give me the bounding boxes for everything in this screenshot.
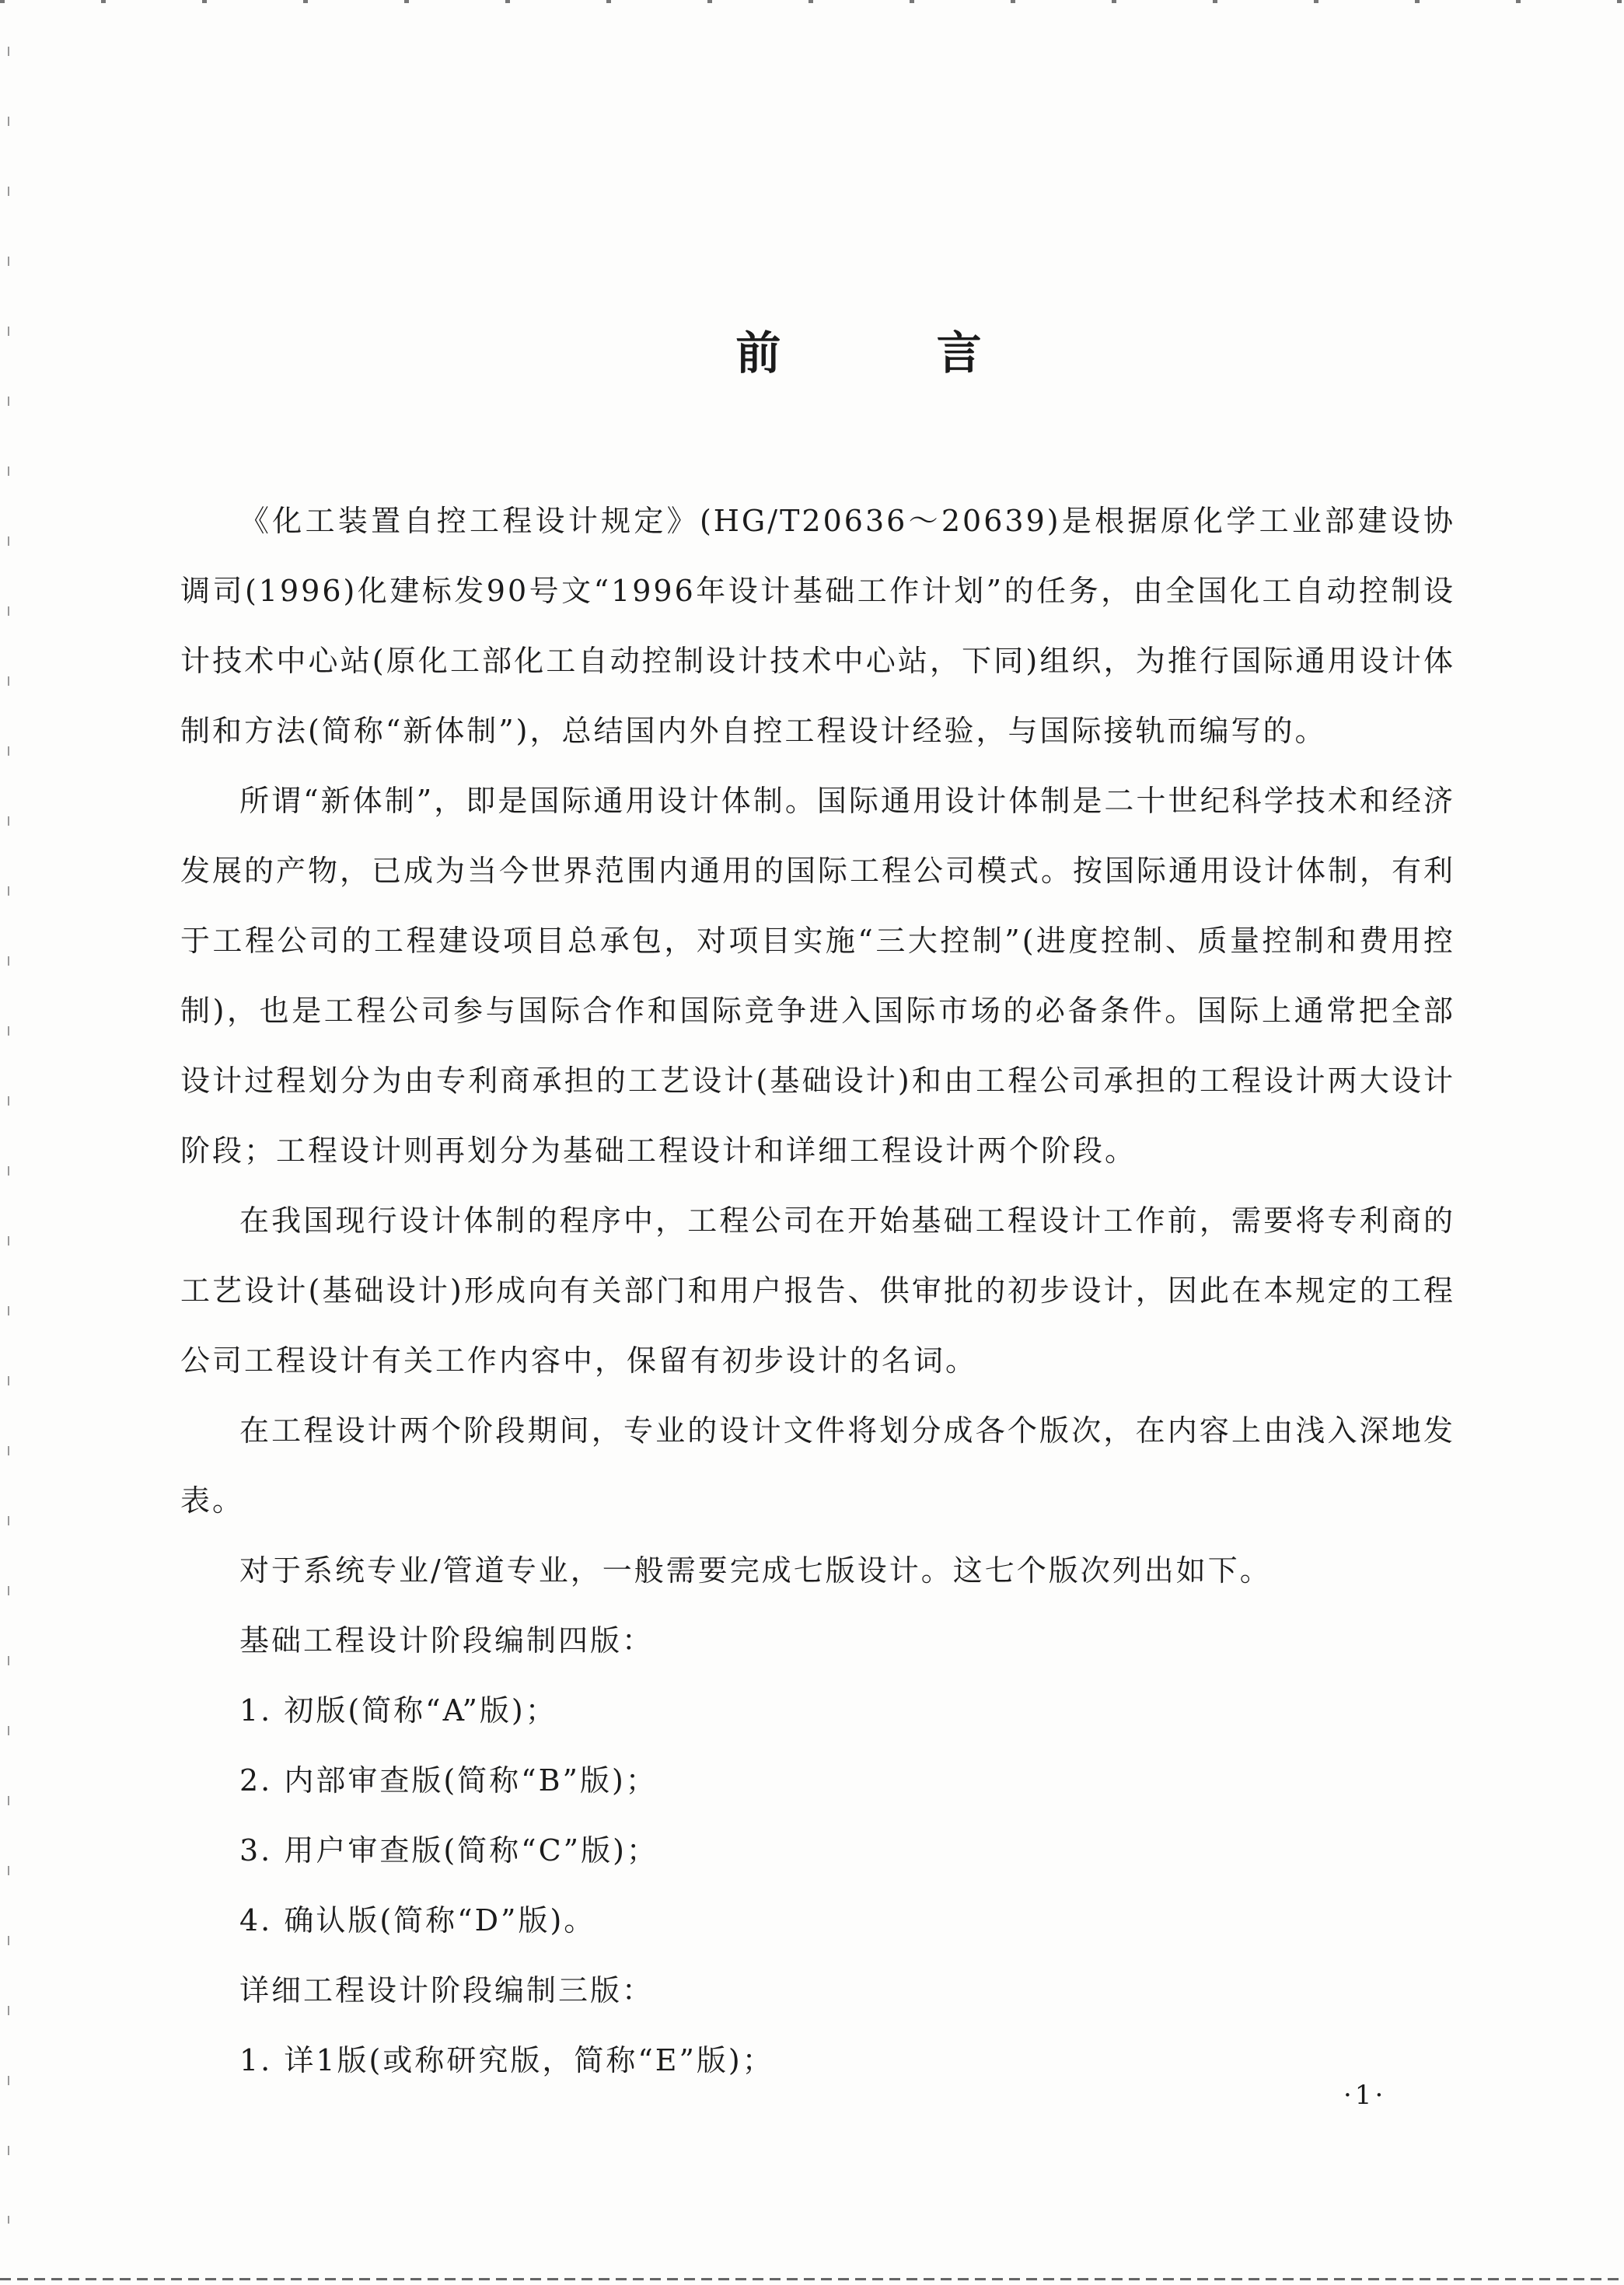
- paragraph: 《化工装置自控工程设计规定》(HG/T20636～20639)是根据原化学工业部建设协调司(1996)化建标发90号文“1996年设计基础工作计划”的任务，由全国化工自动控制设计技术中心站(原化工部化工自动控制设计技术中心站，下同)组织，为推行国际通用设计体制和方法(简称“新体制”)，总结国内外自控工程设计经验，与国际接轨而编写的。: [180, 504, 1455, 748]
- list-item: 4. 确认版(简称“D”版)。: [239, 1903, 596, 1937]
- scan-top-edge: [0, 0, 1624, 3]
- detail-stage-heading: 详细工程设计阶段编制三版：: [239, 1973, 655, 2007]
- paragraph: 在我国现行设计体制的程序中，工程公司在开始基础工程设计工作前，需要将专利商的工艺设计(基础设计)形成向有关部门和用户报告、供审批的初步设计，因此在本规定的工程公司工程设计有关工作内容中，保留有初步设计的名词。: [180, 1204, 1455, 1378]
- list-item: 3. 用户审查版(简称“C”版)；: [239, 1833, 658, 1867]
- paragraph: 在工程设计两个阶段期间，专业的设计文件将划分成各个版次，在内容上由浅入深地发表。: [180, 1413, 1455, 1518]
- scan-left-edge: [8, 47, 9, 2224]
- list-item: 1. 详1版(或称研究版，简称“E”版)；: [239, 2043, 774, 2077]
- list-item: 2. 内部审查版(简称“B”版)；: [239, 1763, 658, 1798]
- intro-line: 对于系统专业/管道专业，一般需要完成七版设计。这七个版次列出如下。: [239, 1553, 1272, 1588]
- list-item: 1. 初版(简称“A”版)；: [239, 1693, 557, 1728]
- basic-stage-heading: 基础工程设计阶段编制四版：: [239, 1623, 655, 1658]
- page-title: 前 言: [735, 326, 1052, 379]
- page-number: ·1·: [1343, 2080, 1387, 2111]
- paragraph: 所谓“新体制”，即是国际通用设计体制。国际通用设计体制是二十世纪科学技术和经济发展的产物，已成为当今世界范围内通用的国际工程公司模式。按国际通用设计体制，有利于工程公司的工程建设项目总承包，对项目实施“三大控制”(进度控制、质量控制和费用控制)，也是工程公司参与国际合作和国际竞争进入国际市场的必备条件。国际上通常把全部设计过程划分为由专利商承担的工艺设计(基础设计)和由工程公司承担的工程设计两大设计阶段；工程设计则再划分为基础工程设计和详细工程设计两个阶段。: [180, 784, 1456, 1168]
- body-text: [180, 486, 1455, 2095]
- scan-bottom-edge: [0, 2278, 1624, 2280]
